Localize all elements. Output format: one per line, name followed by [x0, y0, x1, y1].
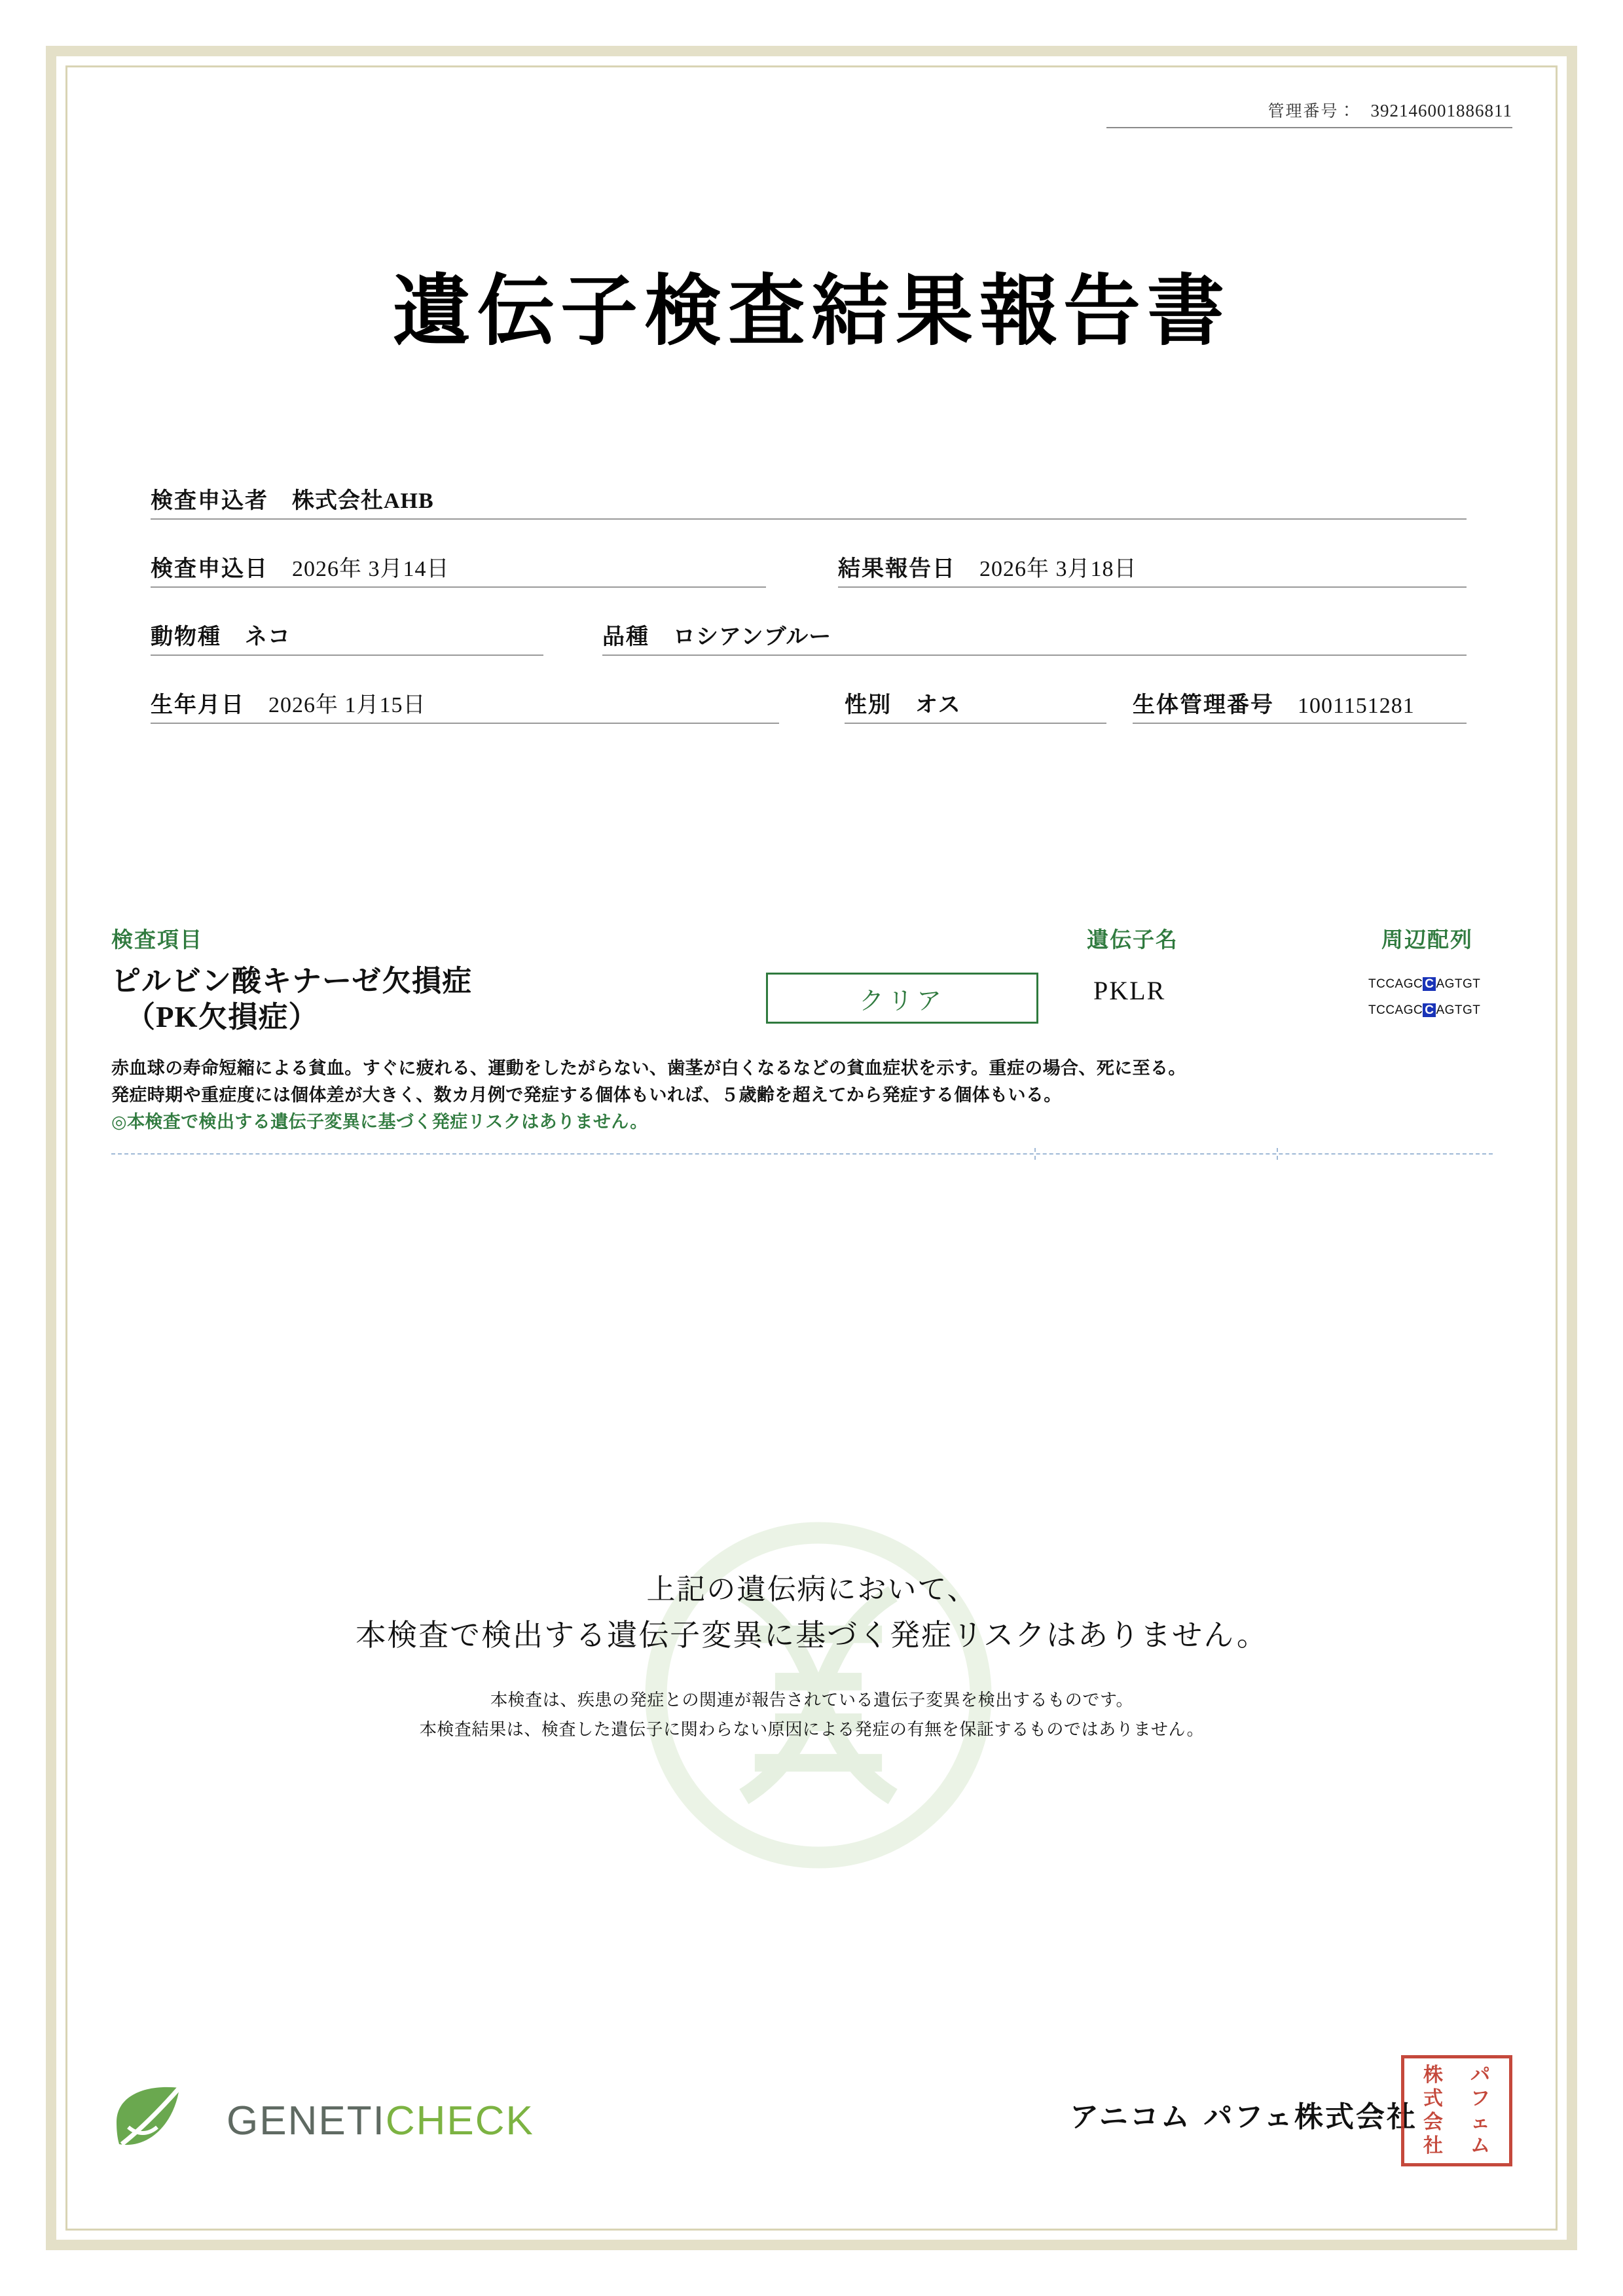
- gene-name-value: PKLR: [1093, 976, 1166, 1005]
- disease-risk-note: ◎本検査で検出する遺伝子変異に基づく発症リスクはありません。: [111, 1112, 648, 1132]
- seal-char-7: ム: [1470, 2134, 1490, 2157]
- sequence-highlight-1: C: [1423, 977, 1436, 991]
- seal-char-6: 社: [1423, 2134, 1443, 2157]
- field-species: [151, 607, 543, 656]
- section-divider: [111, 1153, 1493, 1155]
- seal-char-1: パ: [1470, 2064, 1490, 2087]
- control-number-label: 管理番号：: [1267, 103, 1357, 120]
- field-apply-date: [151, 539, 766, 588]
- disease-name-sub: （PK欠損症）: [126, 1000, 319, 1033]
- conclusion-disclaimer: [98, 1686, 1525, 1744]
- sequence-prefix-1: TCCAGC: [1368, 977, 1423, 991]
- breed-value: ロシアンブルー: [673, 625, 832, 649]
- results-header-row: [98, 923, 1525, 956]
- sequence-block: [1368, 971, 1480, 1024]
- breed-label: 品種: [602, 625, 649, 649]
- species-label: 動物種: [151, 625, 221, 649]
- leaf-icon: [111, 2081, 210, 2160]
- birthdate-label: 生年月日: [151, 693, 245, 717]
- seal-char-5: ェ: [1470, 2111, 1490, 2134]
- seal-char-3: フ: [1470, 2087, 1490, 2110]
- status-badge: [766, 973, 1038, 1024]
- control-number-row: [1106, 98, 1512, 128]
- field-sex: [845, 675, 1106, 724]
- info-row-species: [151, 607, 1467, 675]
- applicant-info-block: [151, 471, 1467, 744]
- disease-description-line-2: 発症時期や重症度には個体差が大きく、数カ月例で発症する個体もいれば、５歳齢を超えてから発症する個体もいる。: [111, 1085, 1062, 1105]
- sex-value: オス: [915, 693, 961, 717]
- birthdate-value: 2026年 1月15日: [268, 693, 426, 717]
- column-header-gene: 遺伝子名: [1087, 929, 1178, 952]
- brand-logo: [111, 2081, 534, 2160]
- brand-logo-text-2: CHECK: [385, 2098, 534, 2144]
- control-number-value: 392146001886811: [1370, 101, 1512, 120]
- field-management-number: [1133, 675, 1467, 724]
- disease-name-main: ピルビン酸キナーゼ欠損症: [111, 965, 473, 997]
- field-applicant: [151, 471, 1467, 520]
- company-name: アニコム パフェ株式会社: [1070, 2100, 1417, 2134]
- seal-char-4: 会: [1423, 2111, 1443, 2134]
- report-date-label: 結果報告日: [838, 557, 956, 581]
- disease-description-line-1: 赤血球の寿命短縮による貧血。すぐに疲れる、運動をしたがらない、歯茎が白くなるなどの貧血症状を示す。重症の場合、死に至る。: [111, 1058, 1186, 1078]
- page-title: 遺伝子検査結果報告書: [392, 265, 1231, 356]
- sequence-line-2: [1368, 997, 1480, 1024]
- sequence-highlight-2: C: [1423, 1003, 1436, 1017]
- seal-char-0: 株: [1423, 2064, 1443, 2087]
- apply-date-value: 2026年 3月14日: [292, 557, 450, 581]
- status-badge-label: クリア: [858, 987, 945, 1015]
- seal-column-right: [1457, 2064, 1504, 2158]
- info-row-applicant: [151, 471, 1467, 539]
- sex-label: 性別: [845, 693, 892, 717]
- sequence-suffix-2: AGTGT: [1436, 1003, 1481, 1017]
- table-row: [98, 963, 1525, 1132]
- disease-description: [111, 1055, 1493, 1136]
- column-header-item: 検査項目: [111, 929, 203, 952]
- management-number-label: 生体管理番号: [1133, 693, 1274, 717]
- results-section: [98, 923, 1525, 1132]
- field-breed: [602, 607, 1467, 656]
- brand-logo-text-1: GENETI: [227, 2098, 386, 2144]
- conclusion-line-2: 本検査で検出する遺伝子変異に基づく発症リスクはありません。: [356, 1617, 1268, 1653]
- field-report-date: [838, 539, 1467, 588]
- sequence-prefix-2: TCCAGC: [1368, 1003, 1423, 1017]
- conclusion-block: [98, 1568, 1525, 1744]
- document-content: [98, 85, 1525, 2212]
- species-value: ネコ: [245, 625, 291, 649]
- applicant-value: 株式会社AHB: [292, 489, 434, 513]
- info-row-dates: [151, 539, 1467, 607]
- divider-tick-right: [1277, 1148, 1278, 1160]
- apply-date-label: 検査申込日: [151, 557, 268, 581]
- field-birthdate: [151, 675, 779, 724]
- sequence-suffix-1: AGTGT: [1436, 977, 1481, 991]
- disclaimer-line-2: 本検査結果は、検査した遺伝子に関わらない原因による発症の有無を保証するものではありません。: [419, 1719, 1205, 1740]
- info-row-birth: [151, 675, 1467, 744]
- column-header-sequence: 周辺配列: [1381, 929, 1473, 952]
- seal-column-left: [1410, 2064, 1457, 2158]
- brand-logo-text: [227, 2098, 534, 2144]
- sequence-line-1: [1368, 971, 1480, 997]
- disease-name: [111, 963, 472, 1035]
- seal-char-2: 式: [1423, 2087, 1443, 2110]
- applicant-label: 検査申込者: [151, 489, 268, 513]
- management-number-value: 1001151281: [1298, 694, 1415, 718]
- company-seal: [1401, 2055, 1512, 2166]
- report-date-value: 2026年 3月18日: [979, 557, 1137, 581]
- divider-tick-left: [1034, 1148, 1036, 1160]
- disclaimer-line-1: 本検査は、疾患の発症との関連が報告されている遺伝子変異を検出するものです。: [490, 1691, 1134, 1711]
- conclusion-line-1: 上記の遺伝病において、: [646, 1573, 977, 1606]
